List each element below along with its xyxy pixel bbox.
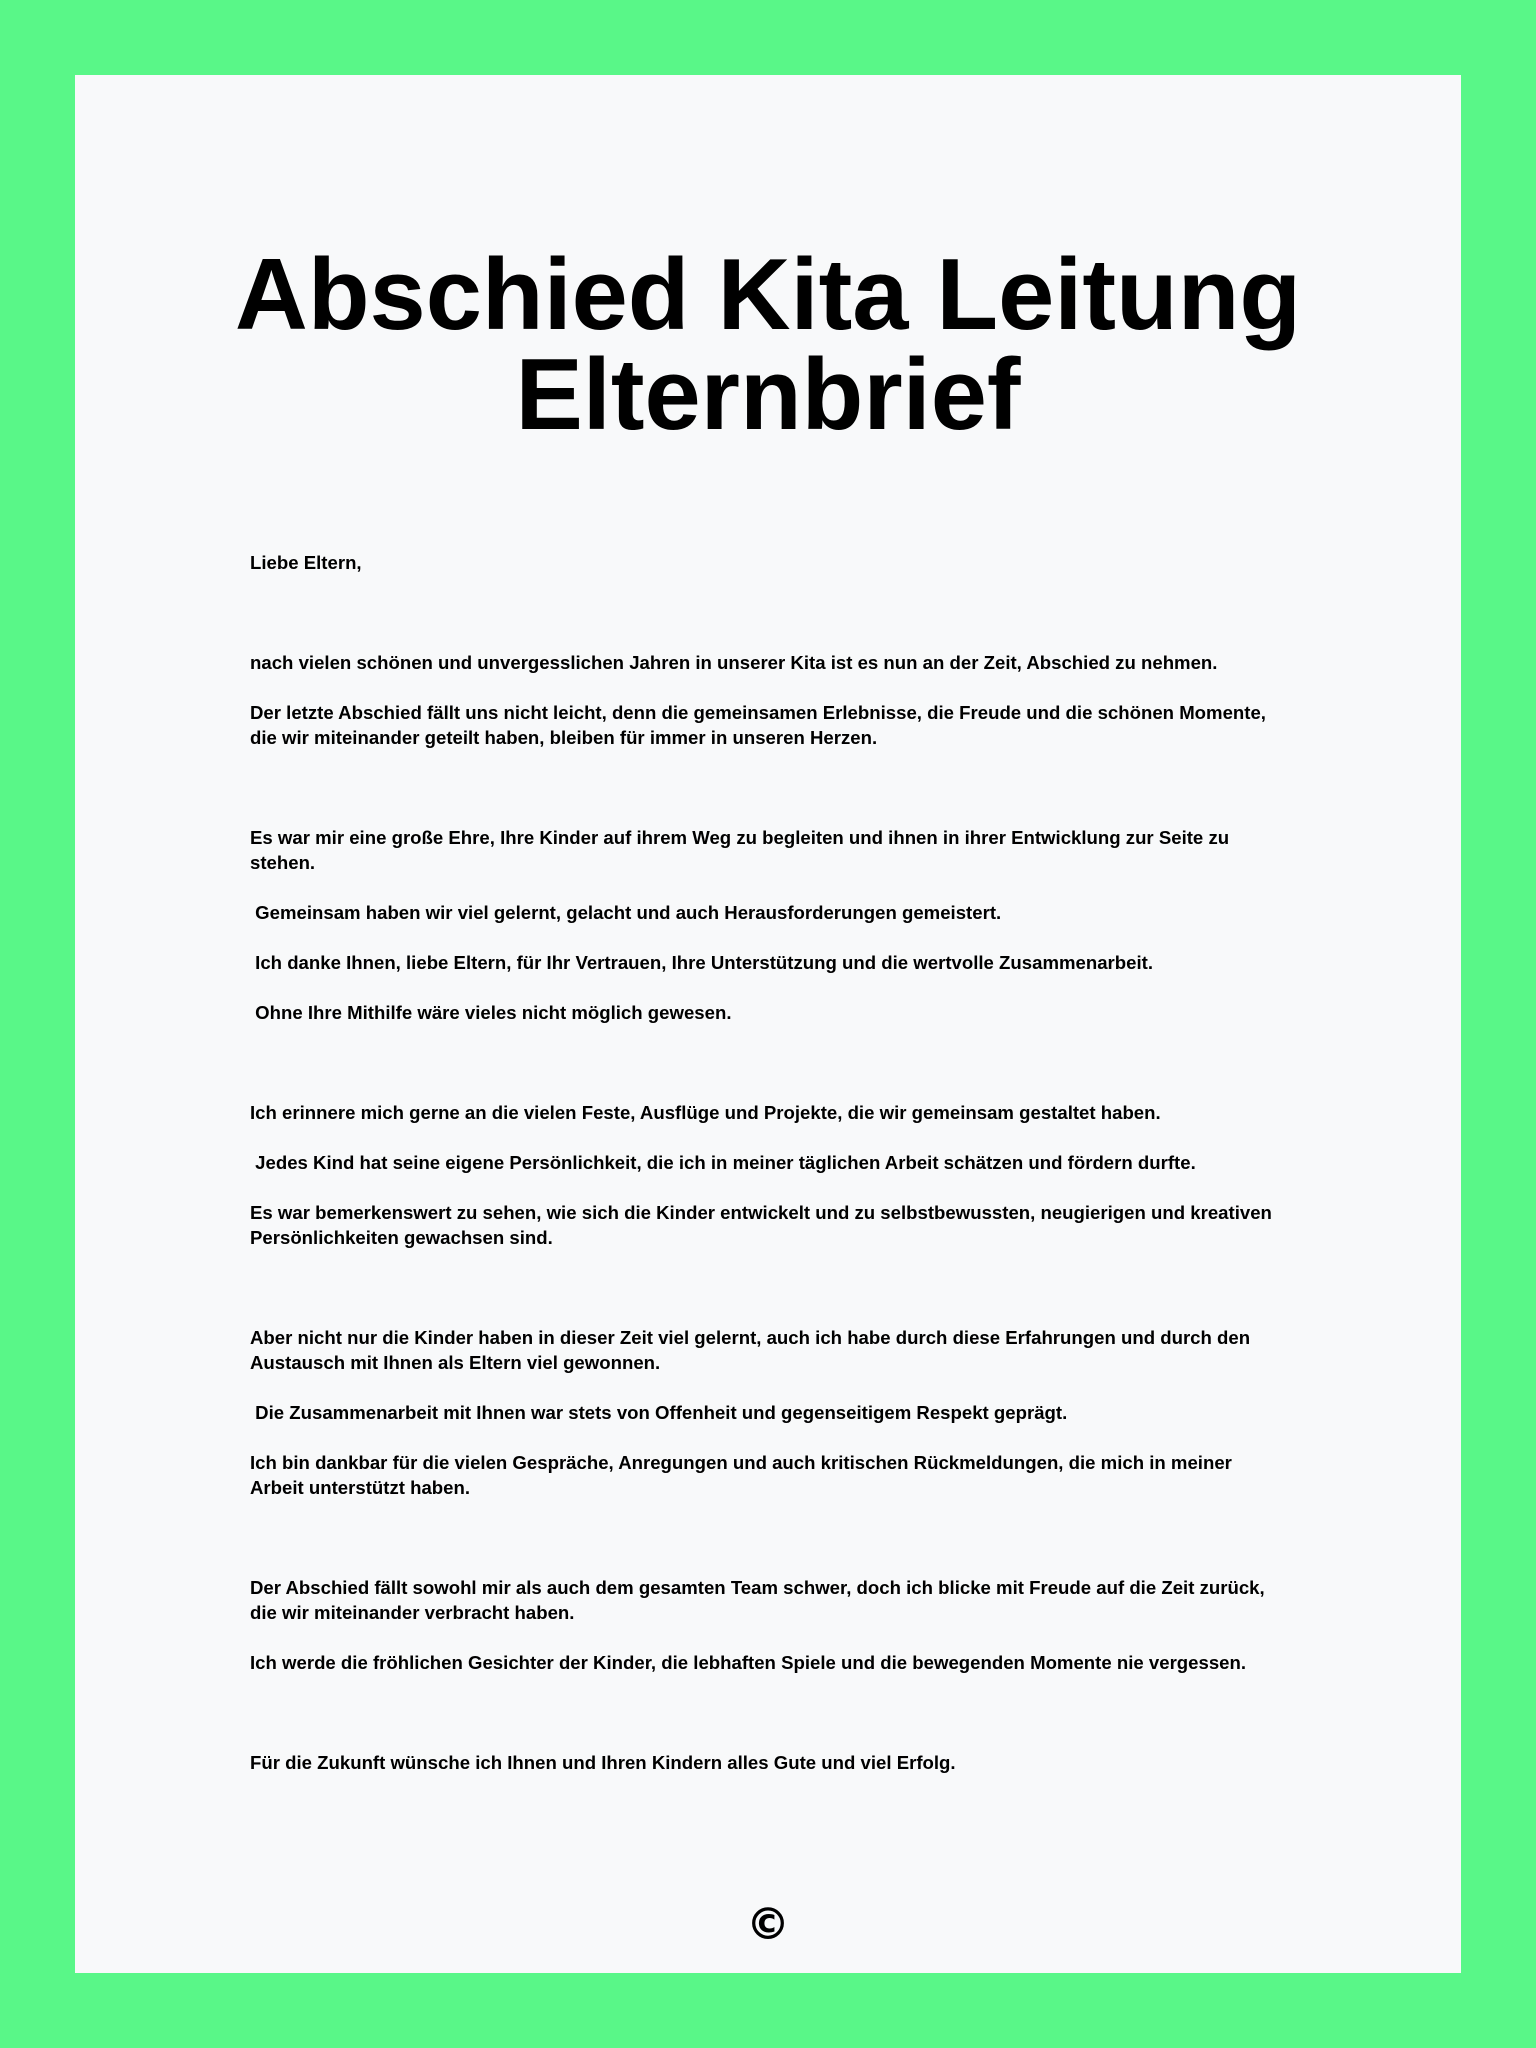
section-2 [250, 825, 1290, 1025]
paragraph: Der letzte Abschied fällt uns nicht leicht, denn die gemeinsamen Erlebnisse, die Freude und die schönen Momente, die wir miteinander geteilt haben, bleiben für immer in unseren Herzen. [250, 702, 1272, 748]
paragraph: Ich werde die fröhlichen Gesichter der Kinder, die lebhaften Spiele und die bewegenden Momente nie vergessen. [250, 1652, 1247, 1673]
paragraph: Die Zusammenarbeit mit Ihnen war stets von Offenheit und gegenseitigem Respekt geprägt. [250, 1402, 1068, 1423]
title-line-2: Elternbrief [515, 339, 1021, 451]
paragraph: Ohne Ihre Mithilfe wäre vieles nicht möglich gewesen. [250, 1002, 732, 1023]
paragraph: Es war bemerkenswert zu sehen, wie sich die Kinder entwickelt und zu selbstbewussten, neugierigen und kreativen Persönlichkeiten gewachsen sind. [250, 1202, 1278, 1248]
copyright-icon: © [746, 1899, 790, 1950]
paragraph: Es war mir eine große Ehre, Ihre Kinder auf ihrem Weg zu begleiten und ihnen in ihrer Entwicklung zur Seite zu stehen. [250, 827, 1235, 873]
paragraph: Ich bin dankbar für die vielen Gespräche, Anregungen und auch kritischen Rückmeldungen, die mich in meiner Arbeit unterstützt haben. [250, 1452, 1237, 1498]
paragraph: Gemeinsam haben wir viel gelernt, gelacht und auch Herausforderungen gemeistert. [250, 902, 1002, 923]
section-6 [250, 1750, 1290, 1775]
paragraph: Aber nicht nur die Kinder haben in dieser Zeit viel gelernt, auch ich habe durch diese Erfahrungen und durch den Austausch mit Ihnen als Eltern viel gewonnen. [250, 1327, 1255, 1373]
paragraph: nach vielen schönen und unvergesslichen Jahren in unserer Kita ist es nun an der Zeit, Abschied zu nehmen. [250, 652, 1218, 673]
page-title [0, 239, 1536, 451]
section-3 [250, 1100, 1290, 1250]
paragraph: Jedes Kind hat seine eigene Persönlichkeit, die ich in meiner täglichen Arbeit schätzen und fördern durfte. [250, 1152, 1196, 1173]
letter-body [250, 550, 1290, 1775]
paragraph: Ich danke Ihnen, liebe Eltern, für Ihr Vertrauen, Ihre Unterstützung und die wertvolle Zusammenarbeit. [250, 952, 1154, 973]
closing-paragraph: Für die Zukunft wünsche ich Ihnen und Ihren Kindern alles Gute und viel Erfolg. [250, 1752, 956, 1773]
section-5 [250, 1575, 1290, 1675]
greeting: Liebe Eltern, [250, 552, 362, 573]
title-line-1: Abschied Kita Leitung [234, 239, 1302, 351]
paragraph: Der Abschied fällt sowohl mir als auch dem gesamten Team schwer, doch ich blicke mit Freude auf die Zeit zurück, die wir miteinander verbracht haben. [250, 1577, 1270, 1623]
section-4 [250, 1325, 1290, 1500]
section-1 [250, 650, 1290, 750]
paragraph: Ich erinnere mich gerne an die vielen Feste, Ausflüge und Projekte, die wir gemeinsam gestaltet haben. [250, 1102, 1161, 1123]
